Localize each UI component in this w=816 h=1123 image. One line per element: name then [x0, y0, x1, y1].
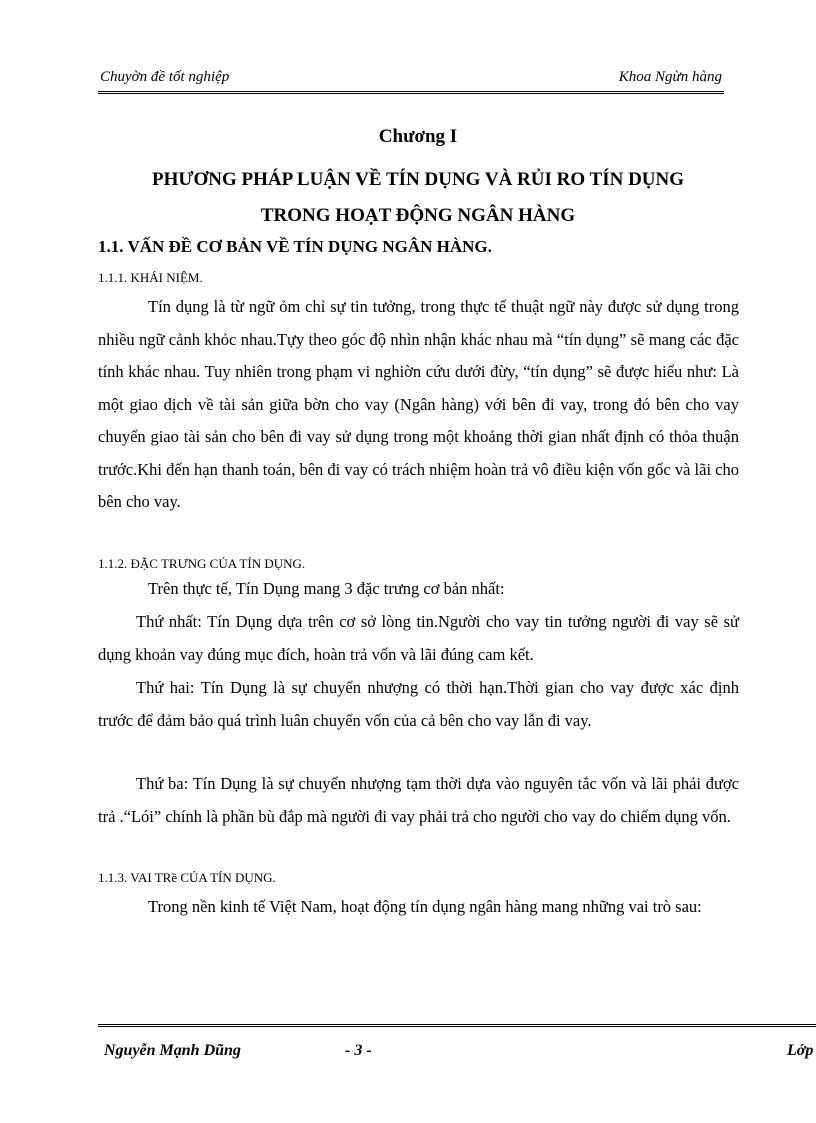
footer-right-text: Lớp — [787, 1042, 814, 1059]
chapter-title — [98, 162, 738, 234]
paragraph-features-intro: Trên thực tế, Tín Dụng mang 3 đặc trưng cơ bản nhất: — [148, 579, 505, 598]
paragraph-feature-2: Thứ hai: Tín Dụng là sự chuyển nhượng có thời hạn.Thời gian cho vay được xác định trước để đảm bảo quá trình luân chuyển vốn của cả bên cho vay lẫn đi vay. — [98, 678, 739, 730]
page-footer-rule — [98, 1024, 816, 1032]
subsection-heading-1: 1.1.1. KHÁI NIỆM. — [98, 270, 203, 285]
paragraph-feature-1: Thứ nhất: Tín Dụng dựa trên cơ sở lòng tin.Người cho vay tin tưởng người đi vay sẽ sử dụng khoản vay đúng mục đích, hoàn trả vốn và lãi đúng cam kết. — [98, 612, 739, 664]
subsection-heading-3: 1.1.3. VAI TRề CỦA TÍN DỤNG. — [98, 870, 276, 885]
section-heading: 1.1. VẤN ĐỀ CƠ BẢN VỀ TÍN DỤNG NGÂN HÀNG. — [98, 237, 492, 256]
subsection-heading-2: 1.1.2. ĐẶC TRƯNG CỦA TÍN DỤNG. — [98, 556, 306, 571]
page-header — [98, 64, 724, 94]
paragraph-definition: Tín dụng là từ ngữ ỏm chỉ sự tin tưởng, trong thực tế thuật ngữ này được sử dụng trong nhiều ngữ cảnh khỏc nhau.Tựy theo góc độ nhìn nhận khác nhau mà “tín dụng” sẽ mang các đặc tính khác nhau. Tuy nhiên trong phạm vi nghiờn cứu dưới đừy, “tín dụng” sẽ được hiểu như: Là một giao dịch về tài sản giữa bờn cho vay (Ngân hàng) với bên đi vay, trong đó bên cho vay chuyển giao tài sản cho bên đi vay sử dụng trong một khoảng thời gian nhất định có thỏa thuận trước.Khi đến hạn thanh toán, bên đi vay có trách nhiệm hoàn trả vô điều kiện vốn gốc và lãi cho bên cho vay. — [98, 297, 739, 511]
footer-author: Nguyễn Mạnh Dũng — [104, 1042, 241, 1059]
paragraph-feature-3: Thứ ba: Tín Dụng là sự chuyển nhượng tạm thời dựa vào nguyên tắc vốn và lãi phải được trả .“Lói” chính là phần bù đắp mà người đi vay phải trả cho người cho vay do chiếm dụng vốn. — [98, 774, 739, 826]
chapter-label: Chương I — [378, 126, 458, 147]
chapter-title-line-2: TRONG HOẠT ĐỘNG NGÂN HÀNG — [260, 205, 576, 226]
paragraph-roles-intro: Trong nền kinh tế Việt Nam, hoạt động tín dụng ngân hàng mang những vai trò sau: — [148, 897, 702, 916]
header-left-text: Chuyờn đề tốt nghiệp — [100, 69, 230, 85]
header-right-text: Khoa Ngừn hàng — [618, 69, 722, 85]
footer-page-number: - 3 - — [345, 1042, 372, 1059]
chapter-title-line-1: PHƯƠNG PHÁP LUẬN VỀ TÍN DỤNG VÀ RỦI RO TÍN DỤNG — [151, 169, 685, 190]
